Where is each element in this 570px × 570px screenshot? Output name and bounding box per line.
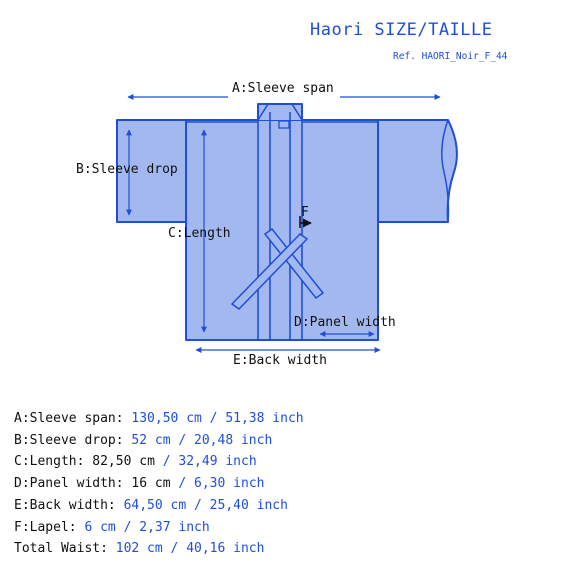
measurement-row: D:Panel width: 16 cm / 6,30 inch	[14, 476, 265, 492]
page-title: Haori SIZE/TAILLE	[310, 20, 493, 40]
label-sleeve-drop: B:Sleeve drop	[76, 162, 178, 177]
label-length: C:Length	[168, 226, 231, 241]
measurement-row: E:Back width: 64,50 cm / 25,40 inch	[14, 497, 288, 513]
label-lapel: F	[301, 205, 309, 220]
garment-body	[117, 104, 457, 340]
measurement-row: A:Sleeve span: 130,50 cm / 51,38 inch	[14, 411, 304, 426]
measurement-row: F:Lapel: 6 cm / 2,37 inch	[14, 519, 210, 535]
label-panel-width: D:Panel width	[294, 315, 396, 330]
measurement-row: B:Sleeve drop: 52 cm / 20,48 inch	[14, 432, 273, 448]
measurements-list	[14, 408, 304, 560]
measurement-row: C:Length: 82,50 cm / 32,49 inch	[14, 454, 257, 470]
label-back-width: E:Back width	[233, 353, 327, 368]
right-sleeve	[378, 120, 457, 222]
reference-code: Ref. HAORI_Noir_F_44	[393, 51, 508, 62]
collar-top	[258, 104, 302, 120]
label-sleeve-span: A:Sleeve span	[232, 81, 334, 96]
measurement-row: Total Waist: 102 cm / 40,16 inch	[14, 541, 265, 557]
